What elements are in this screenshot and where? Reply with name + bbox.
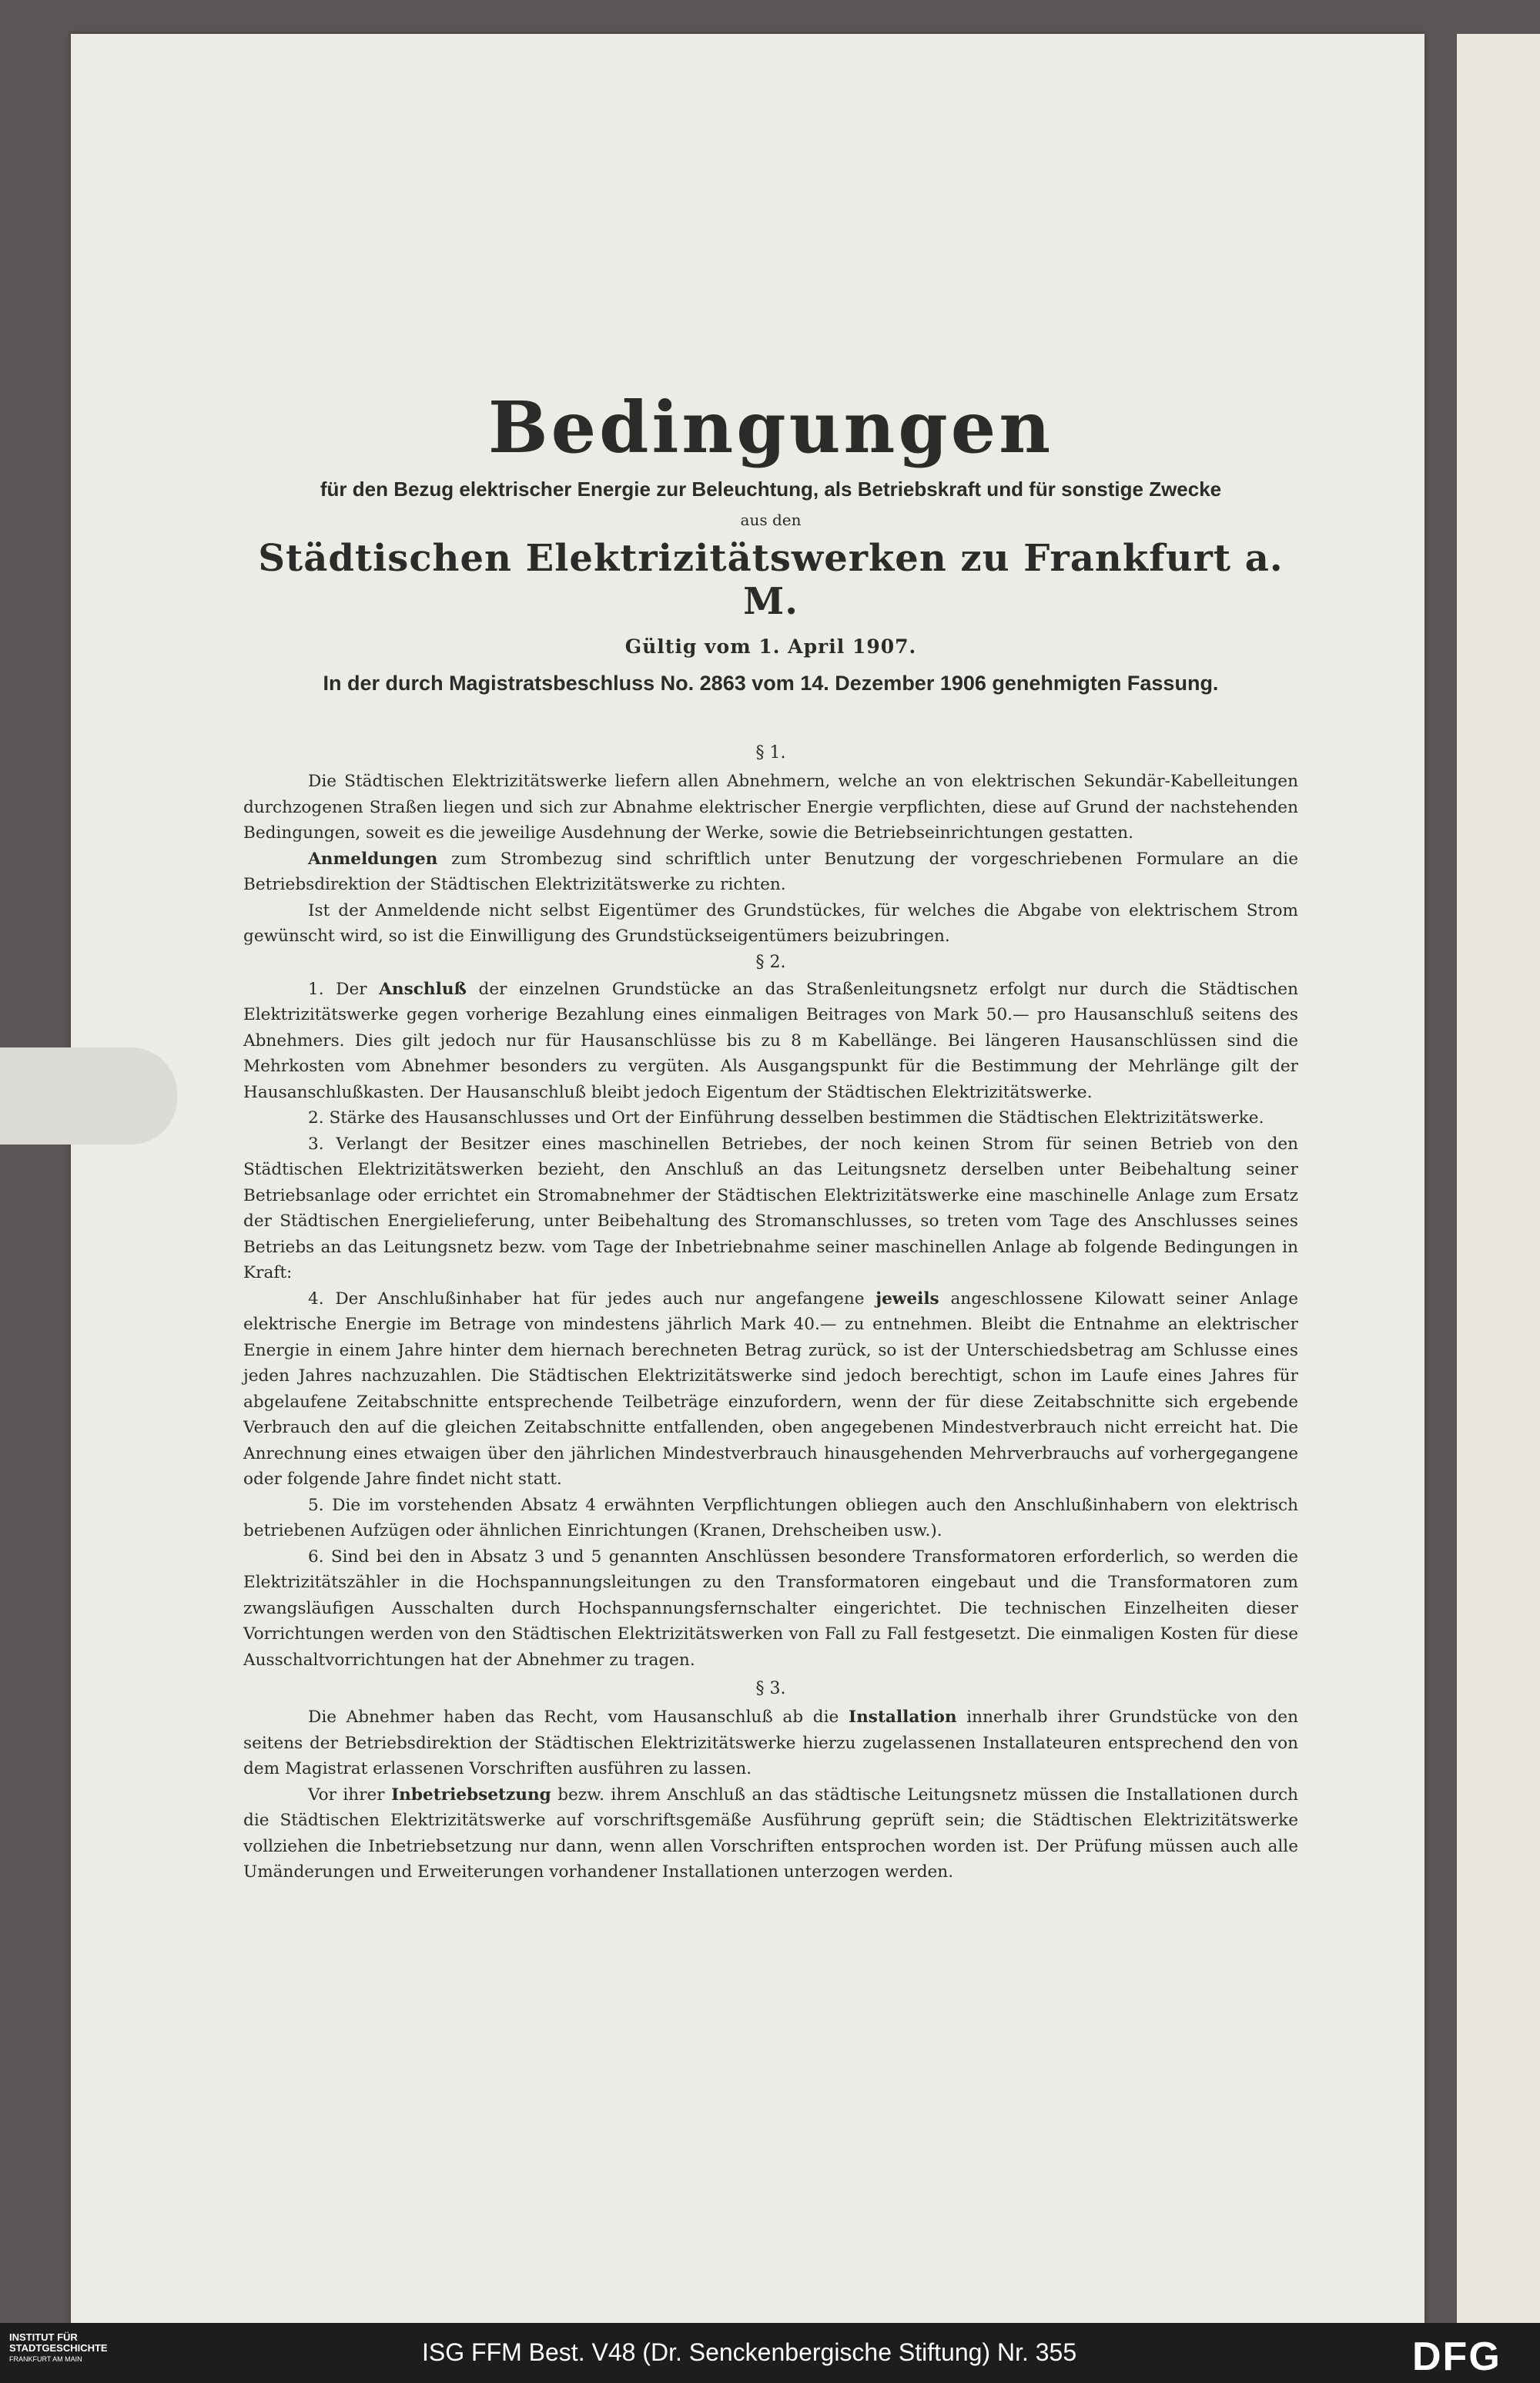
s1-paragraph-3: Ist der Anmeldende nicht selbst Eigentümer des Grundstückes, für welches die Abgabe von elektrischem Strom gewünscht wird, so ist die Einwilligung des Grundstückseigentümers beizubringen.	[243, 900, 1298, 946]
document-subtitle: für den Bezug elektrischer Energie zur Beleuchtung, als Betriebskraft und für sonstige Zwecke	[320, 478, 1222, 501]
archive-caption: ISG FFM Best. V48 (Dr. Senckenbergische Stiftung) Nr. 355	[422, 2338, 1077, 2366]
section-2-heading: § 2.	[755, 952, 786, 972]
s2-p1-b: der einzelnen Grundstücke an das Straßenleitungsnetz erfolgt nur durch die Städtischen Elektrizitätswerke gegen vorherige Bezahlung eines einmaligen Beitrages von Mark 50.— pro Hausanschluß seitens des Abnehmers. Dies gilt jedoch nur für Hausanschlüsse bis zu 8 m Kabellänge. Bei längeren Hausanschlüssen sind die Mehrkosten vom Abnehmer besonders zu vergüten. Als Ausgangspunkt für die Bestimmung der Mehrlänge gilt der Hausanschlußkasten. Der Hausanschluß bleibt jedoch Eigentum der Städtischen Elektrizitätswerke.	[243, 979, 1298, 1102]
s2-paragraph-4	[243, 1286, 1298, 1493]
page-tab-marker	[0, 1047, 177, 1145]
s2-bold-term: Anschluß	[379, 979, 467, 999]
s3-paragraph-2	[243, 1782, 1298, 1885]
s2-p4-b: angeschlossene Kilowatt seiner Anlage elektrische Energie im Betrage von mindestens jährlich Mark 40.— zu entnehmen. Bleibt die Entnahme an elektrischer Energie in einem Jahre hinter dem hiernach berechneten Betrag zurück, so ist der Unterschiedsbetrag am Schlusse eines jeden Jahres nachzuzahlen. Die Städtischen Elektrizitätswerke sind jedoch berechtigt, schon im Laufe eines Jahres für abgelaufene Zeitabschnitte entsprechende Teilbeträge einzufordern, wenn der für diese Zeitabschnitte sich ergebende Verbrauch den auf die gleichen Zeitabschnitte entfallenden, oben angegebenen Mindestverbrauch nicht erreicht hat. Die Anrechnung eines etwaigen über den jährlichen Mindestverbrauch hinausgehenden Mehrverbrauchs auf vorhergegangene oder folgende Jahre findet nicht statt.	[243, 1289, 1298, 1489]
institut-line-1: INSTITUT FÜR	[9, 2331, 78, 2343]
institut-logo	[9, 2332, 108, 2365]
s3-p1-a: Die Abnehmer haben das Recht, vom Hausanschluß ab die	[308, 1708, 849, 1727]
s3-p1-b: innerhalb ihrer Grundstücke von den seitens der Betriebsdirektion der Städtischen Elektrizitätswerke hierzu zugelassenen Installateuren entsprechend den von dem Magistrat erlassenen Vorschriften ausführen zu lassen.	[243, 1708, 1298, 1778]
adjacent-page-edge	[1457, 34, 1540, 2323]
dfg-logo: DFG	[1412, 2334, 1502, 2379]
institut-line-2: STADTGESCHICHTE	[9, 2342, 108, 2354]
s1-p2-text: zum Strombezug sind schriftlich unter Benutzung der vorgeschriebenen Formulare an die Betriebsdirektion der Städtischen Elektrizitätswerke zu richten.	[243, 849, 1298, 894]
document-content	[243, 385, 1298, 1885]
document-title: Bedingungen	[487, 386, 1054, 469]
s1-paragraph-2	[243, 846, 1298, 898]
valid-from: Gültig vom 1. April 1907.	[624, 635, 917, 658]
version-note: In der durch Magistratsbeschluss No. 2863 vom 14. Dezember 1906 genehmigten Fassung.	[323, 672, 1219, 695]
organization-name: Städtischen Elektrizitätswerken zu Frankfurt a. M.	[258, 537, 1284, 623]
s2-paragraph-6: 6. Sind bei den in Absatz 3 und 5 genannten Anschlüssen besondere Transformatoren erforderlich, so werden die Elektrizitätszähler in die Hochspannungsleitungen zu den Transformatoren eingebaut und die Transformatoren zum zwangsläufigen Ausschalten durch Hochspannungsfernschalter eingerichtet. Die technischen Einzelheiten dieser Vorrichtungen werden von den Städtischen Elektrizitätswerken von Fall zu Fall festgesetzt. Die einmaligen Kosten für diese Ausschaltvorrichtungen hat der Abnehmer zu tragen.	[243, 1547, 1298, 1670]
s3-p2-bold: Inbetriebsetzung	[391, 1785, 551, 1805]
s2-p4-bold: jeweils	[875, 1289, 939, 1309]
s1-bold-term: Anmeldungen	[308, 849, 438, 869]
s2-paragraph-3: 3. Verlangt der Besitzer eines maschinellen Betriebes, der noch keinen Strom für seinen Betrieb von den Städtischen Elektrizitätswerken bezieht, den Anschluß an das Leitungsnetz derselben unter Beibehaltung seiner Betriebsanlage oder errichtet ein Stromabnehmer der Städtischen Elektrizitätswerke eine maschinelle Anlage zum Ersatz der Städtischen Energielieferung, unter Beibehaltung des Stromanschlusses, so treten vom Tage des Anschlusses seines Betriebs an das Leitungsnetz bezw. vom Tage der Inbetriebnahme seiner maschinellen Anlage ab folgende Bedingungen in Kraft:	[243, 1134, 1298, 1282]
aus-den-line: aus den	[740, 511, 802, 529]
s3-p2-b: bezw. ihrem Anschluß an das städtische Leitungsnetz müssen die Installationen durch die Städtischen Elektrizitätswerke auf vorschriftsgemäße Ausführung geprüft sein; die Städtischen Elektrizitätswerke vollziehen die Inbetriebsetzung nur dann, wenn allen Vorschriften entsprochen worden ist. Der Prüfung müssen auch alle Umänderungen und Erweiterungen vorhandener Installationen unterzogen werden.	[243, 1785, 1298, 1882]
s2-paragraph-2: 2. Stärke des Hausanschlusses und Ort der Einführung desselben bestimmen die Städtischen Elektrizitätswerke.	[308, 1108, 1264, 1128]
section-1-heading: § 1.	[755, 743, 786, 762]
s2-p4-a: 4. Der Anschlußinhaber hat für jedes auch nur angefangene	[308, 1289, 876, 1309]
s2-paragraph-5: 5. Die im vorstehenden Absatz 4 erwähnten Verpflichtungen obliegen auch den Anschlußinhabern von elektrisch betriebenen Aufzügen oder ähnlichen Einrichtungen (Kranen, Drehscheiben usw.).	[243, 1495, 1298, 1540]
s3-p2-a: Vor ihrer	[308, 1785, 392, 1805]
s2-p1-a: 1. Der	[308, 979, 380, 999]
section-3-heading: § 3.	[755, 1679, 786, 1698]
s1-paragraph-1: Die Städtischen Elektrizitätswerke liefern allen Abnehmern, welche an von elektrischen Sekundär-Kabelleitungen durchzogenen Straßen liegen und sich zur Abnahme elektrischer Energie verpflichten, diese auf Grund der nachstehenden Bedingungen, soweit es die jeweilige Ausdehnung der Werke, sowie die Betriebseinrichtungen gestatten.	[243, 772, 1298, 843]
institut-line-3: FRANKFURT AM MAIN	[9, 2355, 82, 2363]
s2-paragraph-1	[243, 977, 1298, 1106]
s3-p1-bold: Installation	[848, 1708, 957, 1727]
s3-paragraph-1	[243, 1704, 1298, 1782]
